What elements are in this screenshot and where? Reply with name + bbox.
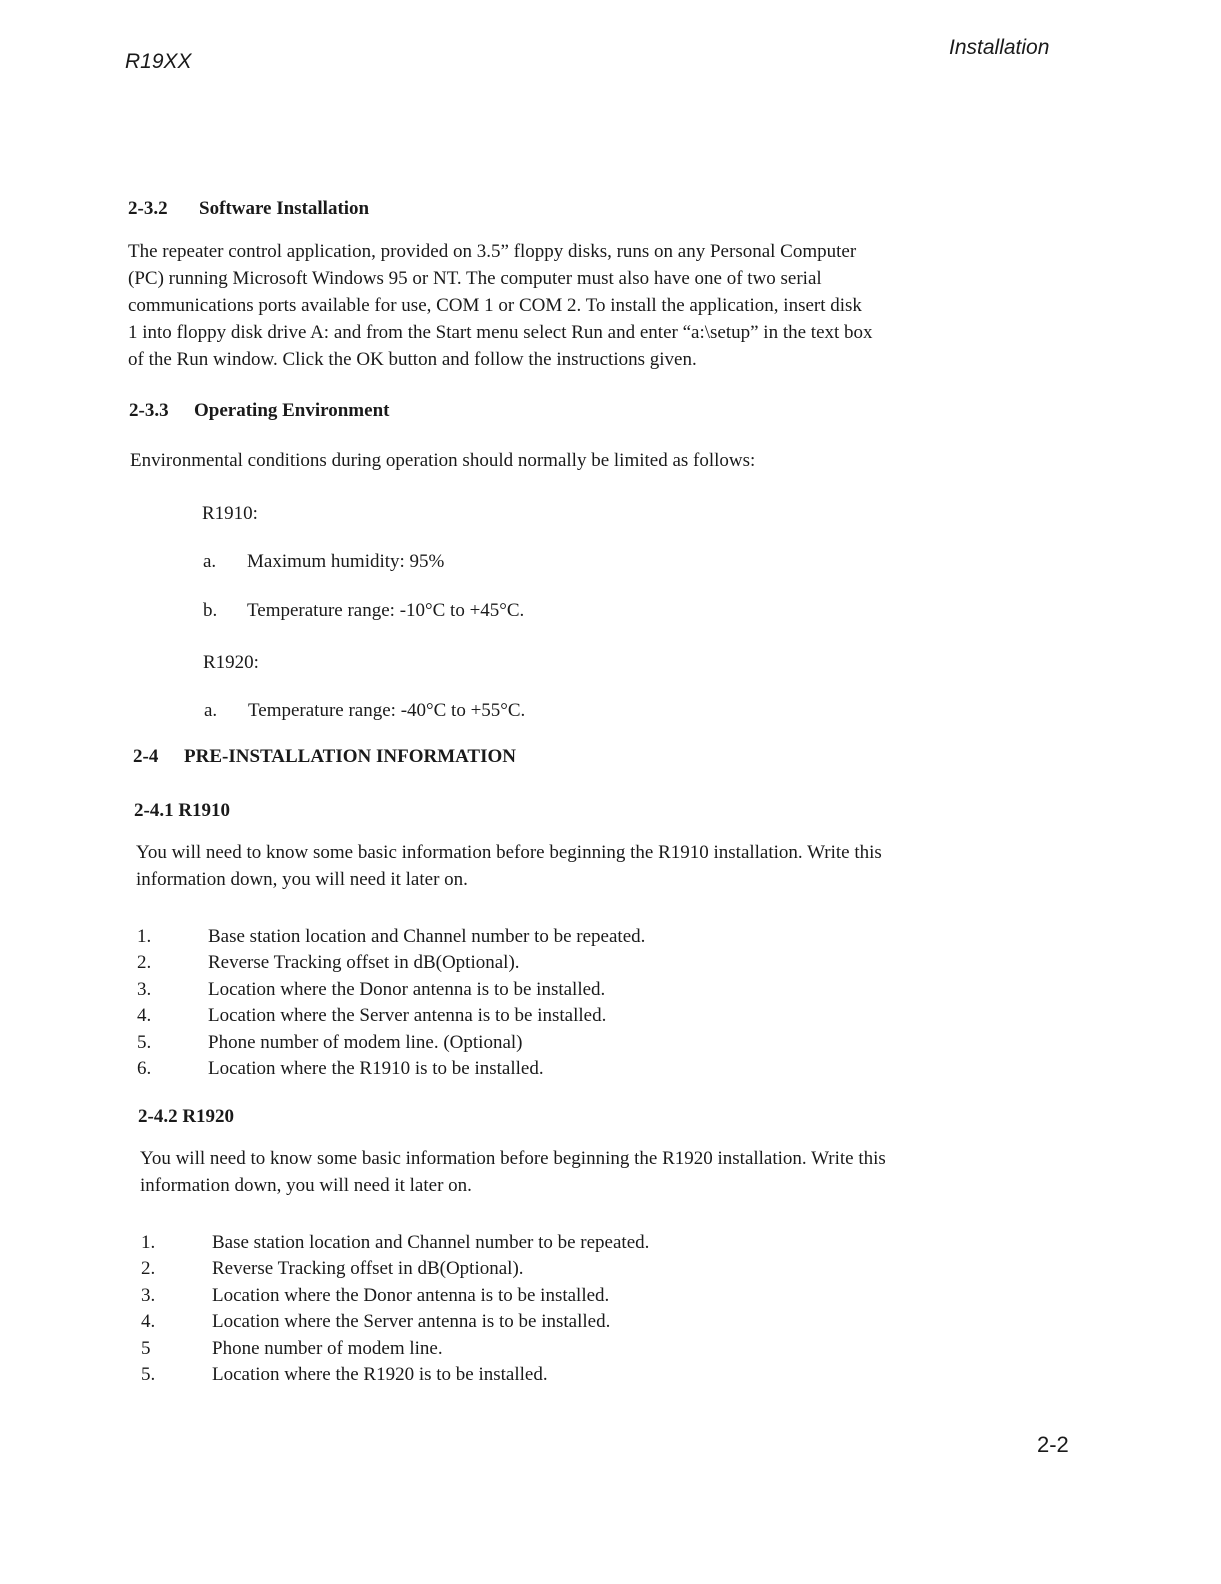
list-item [141,1309,649,1335]
item-marker: a. [204,700,218,721]
item-number: 5. [137,1031,152,1053]
item-number: 3. [141,1284,156,1306]
section-heading-2-4-2: 2-4.2 R1920 [138,1106,235,1127]
section-heading-2-4 [133,746,516,768]
item-number: 1. [141,1232,156,1253]
list-item [137,950,645,976]
item-text: Base station location and Channel number to be repeated. [212,1232,650,1253]
list-item [137,977,645,1003]
paragraph-line: 1 into floppy disk drive A: and from the Start menu select Run and enter “a:\setup” in the text box [128,322,873,343]
item-marker: a. [203,551,217,572]
list-item [141,1283,649,1309]
paragraph-r1920-intro [140,1145,886,1199]
list-item [137,1003,645,1029]
item-text: Phone number of modem line. [212,1337,443,1359]
running-header-right: Installation [949,36,1050,59]
paragraph-line: You will need to know some basic information before beginning the R1920 installation. Write this [140,1148,886,1169]
section-title: Operating Environment [194,400,390,421]
item-number: 2. [141,1258,156,1280]
item-text: Location where the Server antenna is to be installed. [208,1005,607,1027]
item-text: Reverse Tracking offset in dB(Optional). [212,1258,524,1280]
section-number: 2-3.2 [128,198,168,219]
item-number: 3. [137,978,152,1000]
paragraph-line: You will need to know some basic information before beginning the R1910 installation. Write this [136,842,882,863]
item-text: Maximum humidity: 95% [247,551,445,572]
item-number: 5. [141,1364,156,1386]
item-text: Phone number of modem line. (Optional) [208,1031,523,1053]
item-text: Base station location and Channel number to be repeated. [208,926,646,947]
r1910-checklist [137,924,645,1082]
paragraph-line: information down, you will need it later on. [140,1175,472,1196]
list-item [204,700,525,722]
item-text: Location where the R1910 is to be installed. [208,1058,544,1080]
section-heading-2-4-1: 2-4.1 R1910 [134,800,231,821]
list-item [141,1362,649,1388]
paragraph-r1910-intro [136,839,882,893]
running-header-left: R19XX [125,50,192,73]
list-item [203,600,524,622]
paragraph-line: (PC) running Microsoft Windows 95 or NT. The computer must also have one of two serial [128,268,822,289]
section-title: Software Installation [199,198,370,219]
list-item [137,1030,645,1056]
item-marker: b. [203,600,218,621]
list-item [137,924,645,950]
list-item [203,551,444,573]
section-heading-2-3-2 [128,198,369,220]
item-text: Temperature range: -40°C to +55°C. [248,700,526,721]
model-label-r1910: R1910: [202,503,258,524]
item-text: Temperature range: -10°C to +45°C. [247,600,525,621]
section-title: PRE-INSTALLATION INFORMATION [184,746,516,767]
paragraph-line: The repeater control application, provided on 3.5” floppy disks, runs on any Personal Computer [128,241,857,262]
list-item [137,1056,645,1082]
paragraph-line: communications ports available for use, COM 1 or COM 2. To install the application, insert disk [128,295,862,316]
page-number: 2-2 [1037,1432,1069,1457]
list-item [141,1336,649,1362]
paragraph-line: of the Run window. Click the OK button and follow the instructions given. [128,349,697,370]
list-item [141,1256,649,1282]
item-number: 2. [137,952,152,974]
item-number: 4. [141,1311,156,1333]
item-text: Location where the R1920 is to be installed. [212,1364,548,1386]
section-number: 2-4 [133,746,159,767]
model-label-r1920: R1920: [203,652,259,673]
environment-intro: Environmental conditions during operation should normally be limited as follows: [130,450,756,471]
item-text: Location where the Donor antenna is to be installed. [212,1284,610,1306]
item-number: 5 [141,1337,151,1359]
item-number: 4. [137,1005,152,1027]
item-number: 1. [137,926,152,947]
section-heading-2-3-3 [129,400,389,422]
item-text: Location where the Server antenna is to be installed. [212,1311,611,1333]
item-text: Reverse Tracking offset in dB(Optional). [208,952,520,974]
paragraph-line: information down, you will need it later on. [136,869,468,890]
item-number: 6. [137,1058,152,1080]
paragraph-software-installation [128,238,873,373]
item-text: Location where the Donor antenna is to be installed. [208,978,606,1000]
list-item [141,1230,649,1256]
section-number: 2-3.3 [129,400,169,421]
r1920-checklist [141,1230,649,1388]
